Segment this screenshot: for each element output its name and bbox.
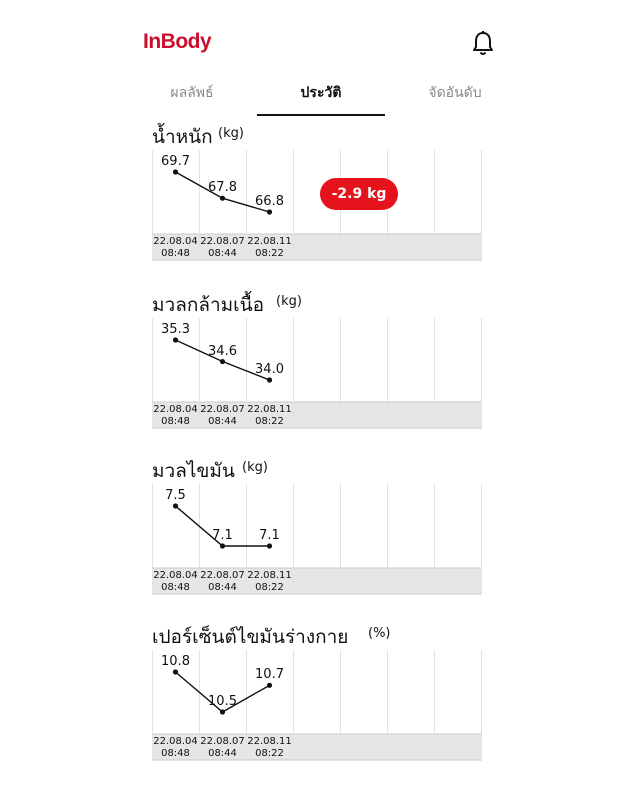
x-tick-label: 22.08.07 08:44: [200, 404, 245, 427]
data-point: [220, 359, 225, 364]
section-unit: (%): [368, 626, 391, 641]
data-point: [173, 337, 178, 342]
data-point: [173, 669, 178, 674]
data-point: [220, 196, 225, 201]
data-label: 7.5: [165, 488, 186, 503]
tab-history[interactable]: ประวัติ: [257, 80, 385, 116]
data-point: [267, 377, 272, 382]
x-tick-label: 22.08.04 08:48: [153, 236, 198, 259]
data-label: 10.7: [255, 667, 284, 683]
section-body-fat-percent: [0, 622, 640, 782]
x-tick-label: 22.08.11 08:22: [247, 736, 292, 759]
x-tick-label: 22.08.07 08:44: [200, 736, 245, 759]
data-label: 7.1: [212, 528, 233, 543]
x-tick-label: 22.08.07 08:44: [200, 236, 245, 259]
data-label: 67.8: [208, 180, 237, 196]
data-label: 10.8: [161, 654, 190, 669]
weight-chart: [152, 150, 482, 266]
x-tick-label: 22.08.11 08:22: [247, 404, 292, 427]
data-label: 69.7: [161, 154, 190, 169]
section-title: น้ำหนัก: [152, 126, 213, 148]
data-point: [220, 543, 225, 548]
section-unit: (kg): [242, 460, 268, 475]
x-tick-label: 22.08.04 08:48: [153, 736, 198, 759]
section-muscle-mass: [0, 290, 640, 450]
data-point: [173, 169, 178, 174]
section-title: มวลไขมัน: [152, 460, 235, 482]
section-unit: (kg): [276, 294, 302, 309]
section-title: มวลกล้ามเนื้อ: [152, 294, 265, 316]
x-tick-label: 22.08.04 08:48: [153, 570, 198, 593]
x-tick-label: 22.08.11 08:22: [247, 570, 292, 593]
tab-bar: [150, 80, 486, 116]
bell-icon-graphic: [470, 30, 496, 58]
data-point: [267, 683, 272, 688]
fat-mass-chart: [152, 484, 482, 600]
muscle-mass-chart: [152, 318, 482, 434]
section-unit: (kg): [218, 126, 244, 141]
data-label: 34.6: [208, 343, 237, 359]
data-point: [173, 503, 178, 508]
data-point: [220, 709, 225, 714]
x-tick-label: 22.08.11 08:22: [247, 236, 292, 259]
data-label: 66.8: [255, 194, 284, 209]
data-label: 35.3: [161, 322, 190, 337]
section-title: เปอร์เซ็นต์ไขมันร่างกาย: [152, 626, 349, 648]
weight-change-badge: -2.9 kg: [320, 178, 398, 210]
tab-results[interactable]: ผลลัพธ์: [170, 85, 214, 101]
data-point: [267, 209, 272, 214]
body-fat-percent-chart: [152, 650, 482, 766]
data-label: 34.0: [255, 362, 284, 377]
inbody-logo: InBody: [143, 30, 212, 53]
data-label: 7.1: [259, 528, 280, 543]
section-weight: [0, 122, 640, 282]
data-point: [267, 543, 272, 548]
data-label: 10.5: [208, 694, 237, 709]
tab-ranking[interactable]: จัดอันดับ: [428, 85, 482, 101]
app-header: [0, 0, 640, 80]
section-fat-mass: [0, 456, 640, 616]
bell-icon[interactable]: [470, 30, 496, 58]
x-tick-label: 22.08.04 08:48: [153, 404, 198, 427]
x-tick-label: 22.08.07 08:44: [200, 570, 245, 593]
